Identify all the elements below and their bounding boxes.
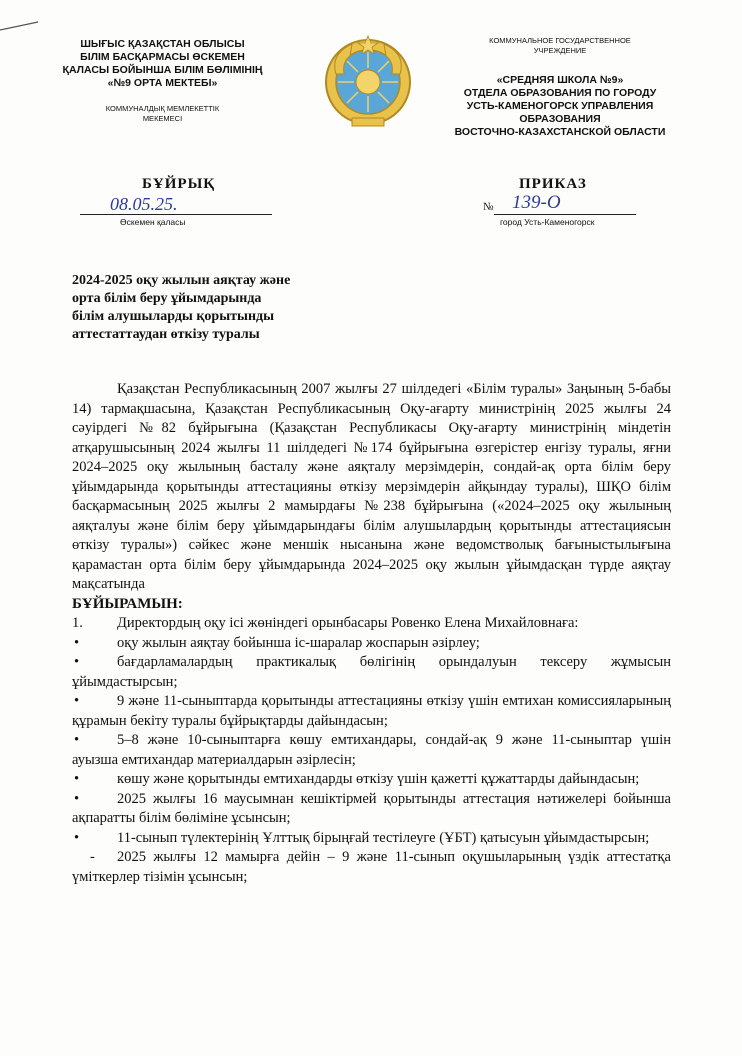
date-underline	[80, 214, 272, 215]
bullet-mark: •	[74, 693, 80, 709]
org-type-kz: КОММУНАЛДЫҚ МЕМЛЕКЕТТІК МЕКЕМЕСІ	[105, 104, 220, 123]
corner-pen-mark	[0, 0, 40, 36]
list-item-text: 2025 жылғы 16 маусымнан кешіктірмей қорытынды аттестация нәтижелері бойынша ақпаратты білім бөліміне ұсынсын;	[72, 790, 671, 826]
bullet-mark: •	[74, 790, 80, 807]
city-ru: город Усть-Каменогорск	[500, 217, 595, 227]
list-item-text: 9 және 11-сыныптарда қорытынды аттестацияны өткізу үшін емтихан комиссияларының құрамын бекіту туралы бұйрықтарды дайындасын;	[72, 693, 671, 729]
list-item	[72, 634, 671, 654]
list-item-text: 2025 жылғы 12 мамырға дейін – 9 және 11-сынып оқушыларының үздік аттестатқа үміткерлер тізімін ұсынсын;	[72, 849, 671, 885]
list-item-text: оқу жылын аяқтау бойынша іс-шаралар жоспарын әзірлеу;	[117, 634, 480, 651]
list-item	[72, 692, 671, 731]
task-list	[72, 634, 671, 888]
bullet-mark: •	[74, 634, 80, 651]
order-title-kz: БҰЙРЫҚ	[142, 176, 216, 192]
bullet-mark: •	[74, 732, 80, 748]
dash-mark: -	[90, 849, 95, 865]
list-item-text: бағдарламалардың практикалық бөлігінің орындалуын тексеру жұмысын ұйымдастырсын;	[72, 654, 671, 690]
point-1	[72, 614, 671, 634]
header-left	[40, 38, 285, 124]
number-underline	[494, 214, 636, 215]
list-item-text: көшу және қорытынды емтихандарды өткізу үшін қажетті құжаттарды дайындасын;	[117, 771, 640, 787]
order-number-label: №	[483, 201, 494, 213]
order-title-ru: ПРИКАЗ	[519, 176, 587, 192]
state-emblem-icon	[322, 34, 414, 130]
list-item	[72, 653, 671, 692]
list-item	[72, 731, 671, 770]
header-right	[430, 36, 690, 139]
org-name-kz: ШЫҒЫС ҚАЗАҚСТАН ОБЛЫСЫ БІЛІМ БАСҚАРМАСЫ ӨСКЕМЕН ҚАЛАСЫ БОЙЫНША БІЛІМ БӨЛІМІНІҢ «№9 ОРТА МЕКТЕБІ»	[62, 38, 263, 89]
order-body	[72, 380, 671, 887]
list-item	[72, 790, 671, 829]
list-item	[72, 770, 671, 790]
point-1-number: 1.	[72, 615, 83, 631]
order-date: 08.05.25.	[110, 194, 178, 214]
list-item-text: 5–8 және 10-сыныптарға көшу емтихандары, сондай-ақ 9 және 11-сыныптар үшін ауызша емтихандар материалдарын әзірлесін;	[72, 732, 671, 768]
list-item	[72, 848, 671, 887]
order-subject: 2024-2025 оқу жылын аяқтау және орта білім беру ұйымдарында білім алушыларды қорытынды аттестаттаудан өткізу туралы	[72, 273, 291, 342]
point-1-text: Директордың оқу ісі жөніндегі орынбасары Ровенко Елена Михайловнаға:	[117, 615, 579, 631]
city-kz: Өскемен қаласы	[120, 217, 186, 227]
bullet-mark: •	[74, 654, 80, 670]
org-type-ru: КОММУНАЛЬНОЕ ГОСУДАРСТВЕННОЕ УЧРЕЖДЕНИЕ	[489, 36, 631, 55]
list-item-text: 11-сынып түлектерінің Ұлттық бірыңғай тестілеуге (ҰБТ) қатысуын ұйымдастырсын;	[117, 829, 650, 846]
command-heading: БҰЙЫРАМЫН:	[72, 595, 183, 612]
list-item	[72, 829, 671, 849]
preamble-paragraph: Қазақстан Республикасының 2007 жылғы 27 шілдедегі «Білім туралы» Заңының 5-бабы 14) тармақшасына, Қазақстан Республикасының Оқу-ағарту министрінің 2025 жылғы 24 сәуірдегі №82 бұйрығына (Қазақстан Республикасы Оқу-ағарту министрінің міндетін атқарушысының 2024 жылғы 11 шілдедегі №174 бұйрығына өзгерістер енгізу туралы, яғни 2024–2025 оқу жылының басталу және аяқталу мерзімдерін, сондай-ақ орта білім беру ұйымдарында қорытынды аттестацияны өткізу мерзімдерін айқындау туралы), ШҚО білім басқармасының 2025 жылғы 2 мамырдағы №238 бұйрығына («2024–2025 оқу жылының аяқталуы және білім беру ұйымдарындағы білім алушылардың қорытынды аттестациясын өткізу туралы») сәйкес және меншік нысанына және ведомстволық бағыныстылығына қарамастан орта білім беру ұйымдарында 2024–2025 оқу жылын ұйымдасқан түрде аяқтау мақсатында	[72, 381, 671, 592]
bullet-mark: •	[74, 771, 80, 787]
bullet-mark: •	[74, 829, 80, 846]
org-name-ru: «СРЕДНЯЯ ШКОЛА №9» ОТДЕЛА ОБРАЗОВАНИЯ ПО ГОРОДУ УСТЬ-КАМЕНОГОРСК УПРАВЛЕНИЯ ОБРАЗОВАНИЯ ВОСТОЧНО-КАЗАХСТАНСКОЙ ОБЛАСТИ	[454, 74, 666, 138]
order-number: 139-О	[512, 192, 561, 213]
